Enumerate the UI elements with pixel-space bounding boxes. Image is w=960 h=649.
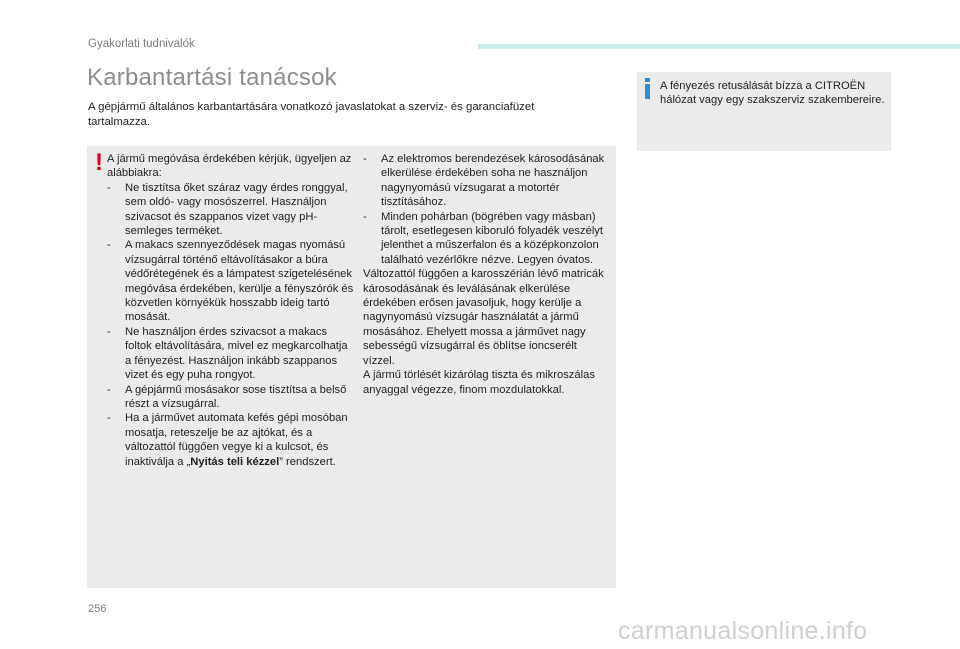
list-item: - Ne használjon érdes szivacsot a makacs foltok eltávolítására, mivel ez megkarcolhatja a fényezést. Használjon inkább szappanos vizet és egy puha rongyot. bbox=[107, 325, 348, 382]
paragraph: A jármű törlését kizárólag tiszta és mikroszálas anyaggal végezze, finom mozdulatokkal. bbox=[363, 369, 595, 396]
page-title: Karbantartási tanácsok bbox=[87, 64, 337, 91]
info-text: A fényezés retusálását bízza a CITROËN hálózat vagy egy szakszerviz szakembereire. bbox=[660, 80, 885, 107]
list-item: - Ne tisztítsa őket száraz vagy érdes ronggyal, sem oldó- vagy mosószerrel. Használjon szivacsot és szappanos vizet vagy pH-semleges terméket. bbox=[107, 181, 348, 238]
list-item: - A makacs szennyeződések magas nyomású vízsugárral történő eltávolításakor a búra védőrétegének és a lámpatest szigetelésének megóvása érdekében, kerülje a fényszórók és közvetlen környékük hosszabb ideig tartó mosását. bbox=[107, 239, 354, 324]
warning-right-column bbox=[363, 152, 608, 397]
warning-box bbox=[87, 146, 616, 588]
list-item: - Az elektromos berendezések károsodásának elkerülése érdekében soha ne használjon nagynyomású vízsugarat a motortér tisztításához. bbox=[363, 153, 605, 209]
list-item: - Ha a járművet automata kefés gépi mosóban mosatja, reteszelje be az ajtókat, és a változattól függően vegye ki a kulcsot, és inaktiválja a „Nyitás teli kézzel” rendszert. bbox=[107, 412, 348, 468]
page-number: 256 bbox=[88, 603, 107, 615]
list-item: - A gépjármű mosásakor sose tisztítsa a belső részt a vízsugárral. bbox=[107, 383, 347, 410]
warning-intro: A jármű megóvása érdekében kérjük, ügyeljen az alábbiakra: bbox=[107, 153, 352, 180]
list-item: - Minden pohárban (bögrében vagy másban) tárolt, esetlegesen kiboruló folyadék veszélyt jelenthet a műszerfalon és a középkonzolon található vezérlőkre nézve. Legyen óvatos. bbox=[363, 210, 604, 266]
section-accent-bar bbox=[478, 44, 960, 49]
watermark: carmanualsonline.info bbox=[618, 617, 868, 645]
section-label: Gyakorlati tudnivalók bbox=[88, 38, 195, 50]
bold-term: Nyitás teli kézzel bbox=[190, 455, 280, 468]
warning-icon: ! bbox=[95, 149, 103, 176]
warning-left-column bbox=[107, 152, 355, 469]
paragraph: Változattól függően a karosszérián lévő matricák károsodásának és leválásának elkerülése érdekében erősen javasoljuk, hogy kerülje a nagynyomású vízsugár használatát a jármű mosásához. Ehelyett mossa a járművet nagy sebességű vízsugárral és öblítse ioncserélt vízzel. bbox=[363, 268, 604, 367]
intro-paragraph: A gépjármű általános karbantartására vonatkozó javaslatokat a szerviz- és garanciafüzet tartalmazza. bbox=[88, 101, 535, 128]
info-icon bbox=[645, 78, 650, 99]
info-box bbox=[637, 72, 891, 151]
